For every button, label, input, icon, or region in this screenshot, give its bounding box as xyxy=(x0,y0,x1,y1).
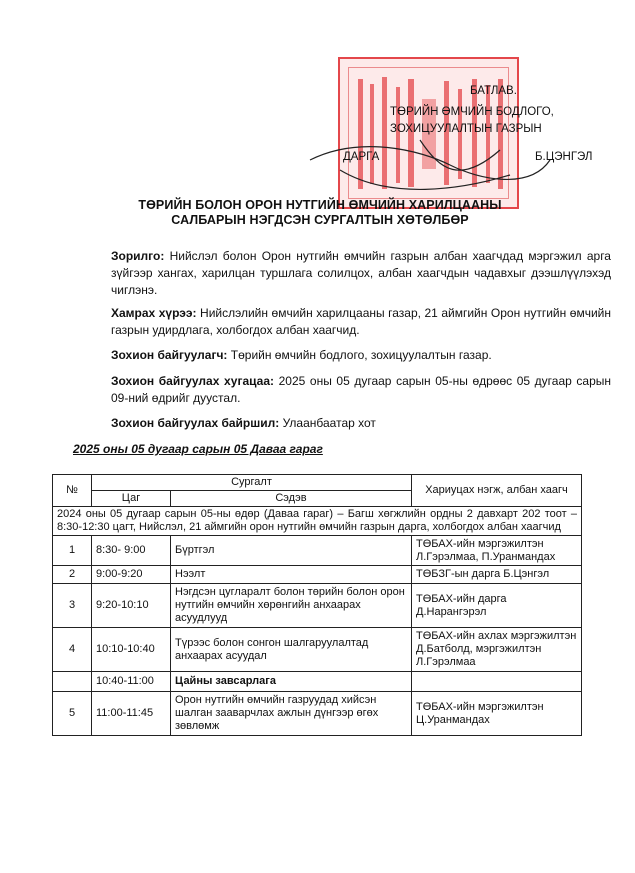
location-paragraph xyxy=(73,415,611,432)
row-subject: Нэгдсэн цугларалт болон төрийн болон орон нутгийн өмчийн хөрөнгийн анхаарах асуудлууд xyxy=(171,584,412,628)
row-time: 10:40-11:00 xyxy=(92,672,171,692)
goal-label: Зорилго: xyxy=(111,249,165,263)
row-time: 8:30- 9:00 xyxy=(92,536,171,566)
period-paragraph xyxy=(73,373,611,407)
approval-org-line1: ТӨРИЙН ӨМЧИЙН БОДЛОГО, xyxy=(390,106,554,118)
scope-text: Нийслэлийн өмчийн харилцааны газар, 21 аймгийн Орон нутгийн өмчийн газрын удирдлага, холбогдох албан хаагчид. xyxy=(111,306,611,337)
row-responsible xyxy=(412,672,582,692)
row-responsible: ТӨБАХ-ийн мэргэжилтэн Ц.Уранмандах xyxy=(412,692,582,736)
organizer-text: Төрийн өмчийн бодлого, зохицуулалтын газар. xyxy=(230,348,492,362)
row-responsible: ТӨБАХ-ийн ахлах мэргэжилтэн Д.Батболд, мэргэжилтэн Л.Гэрэлмаа xyxy=(412,628,582,672)
goal-paragraph xyxy=(73,248,611,299)
goal-text: Нийслэл болон Орон нутгийн өмчийн газрын албан хаагчдад мэргэжил арга зүйгээр хангах, харилцан туршлага солилцох, албан хаагчдын чадавхыг дээшлүүлэхэд чиглэнэ. xyxy=(111,249,611,297)
period-label: Зохион байгуулах хугацаа: xyxy=(111,374,275,388)
organizer-paragraph xyxy=(73,347,611,364)
organizer-label: Зохион байгуулагч: xyxy=(111,348,228,362)
approval-org-line2: ЗОХИЦУУЛАЛТЫН ГАЗРЫН xyxy=(390,123,542,135)
table-row xyxy=(53,584,582,628)
scope-label: Хамрах хүрээ: xyxy=(111,306,197,320)
location-label: Зохион байгуулах байршил: xyxy=(111,416,280,430)
approval-name: Б.ЦЭНГЭЛ xyxy=(535,151,593,163)
header-responsible: Хариуцах нэгж, албан хаагч xyxy=(412,475,582,507)
row-number: 1 xyxy=(53,536,92,566)
approval-label: БАТЛАВ. xyxy=(470,85,517,97)
table-row xyxy=(53,692,582,736)
row-number: 4 xyxy=(53,628,92,672)
approval-position: ДАРГА xyxy=(343,151,380,163)
header-time: Цаг xyxy=(92,491,171,507)
schedule-table xyxy=(52,474,582,736)
header-training: Сургалт xyxy=(92,475,412,491)
table-row xyxy=(53,672,582,692)
row-responsible: ТӨБАХ-ийн дарга Д.Нарангэрэл xyxy=(412,584,582,628)
row-subject: Нээлт xyxy=(171,566,412,584)
row-time: 9:00-9:20 xyxy=(92,566,171,584)
title-line1: ТӨРИЙН БОЛОН ОРОН НУТГИЙН ӨМЧИЙН ХАРИЛЦААНЫ xyxy=(138,198,502,212)
header-number: № xyxy=(53,475,92,507)
row-time: 10:10-10:40 xyxy=(92,628,171,672)
row-responsible: ТӨБЗГ-ын дарга Б.Цэнгэл xyxy=(412,566,582,584)
table-row xyxy=(53,628,582,672)
header-subject: Сэдэв xyxy=(171,491,412,507)
row-subject: Орон нутгийн өмчийн газруудад хийсэн шалган зааварчлах ажлын дүнгээр өгөх зөвлөмж xyxy=(171,692,412,736)
day-heading: 2025 оны 05 дугаар сарын 05 Даваа гараг xyxy=(73,442,323,456)
title-line2: САЛБАРЫН НЭГДСЭН СУРГАЛТЫН ХӨТӨЛБӨР xyxy=(171,213,469,227)
row-time: 9:20-10:10 xyxy=(92,584,171,628)
scope-paragraph xyxy=(73,305,611,339)
table-row xyxy=(53,566,582,584)
row-number: 3 xyxy=(53,584,92,628)
row-subject: Бүртгэл xyxy=(171,536,412,566)
table-row xyxy=(53,536,582,566)
session-note: 2024 оны 05 дугаар сарын 05-ны өдөр (Даваа гараг) – Багш хөгжлийн ордны 2 давхарт 202 тоот – 8:30-12:30 цагт, Нийслэл, 21 аймгийн орон нутгийн өмчийн газрын дарга, холбогдох албан хаагчид xyxy=(53,507,582,536)
row-number: 2 xyxy=(53,566,92,584)
row-number xyxy=(53,672,92,692)
row-time: 11:00-11:45 xyxy=(92,692,171,736)
location-text: Улаанбаатар хот xyxy=(282,416,376,430)
document-title xyxy=(100,198,540,228)
period-text: 2025 оны 05 дугаар сарын 05-ны өдрөөс 05 дугаар сарын 09-ний өдрийг дуустал. xyxy=(111,374,611,405)
row-subject: Цайны завсарлага xyxy=(171,672,412,692)
row-number: 5 xyxy=(53,692,92,736)
row-responsible: ТӨБАХ-ийн мэргэжилтэн Л.Гэрэлмаа, П.Уранмандах xyxy=(412,536,582,566)
row-subject: Түрээс болон сонгон шалгаруулалтад анхаарах асуудал xyxy=(171,628,412,672)
